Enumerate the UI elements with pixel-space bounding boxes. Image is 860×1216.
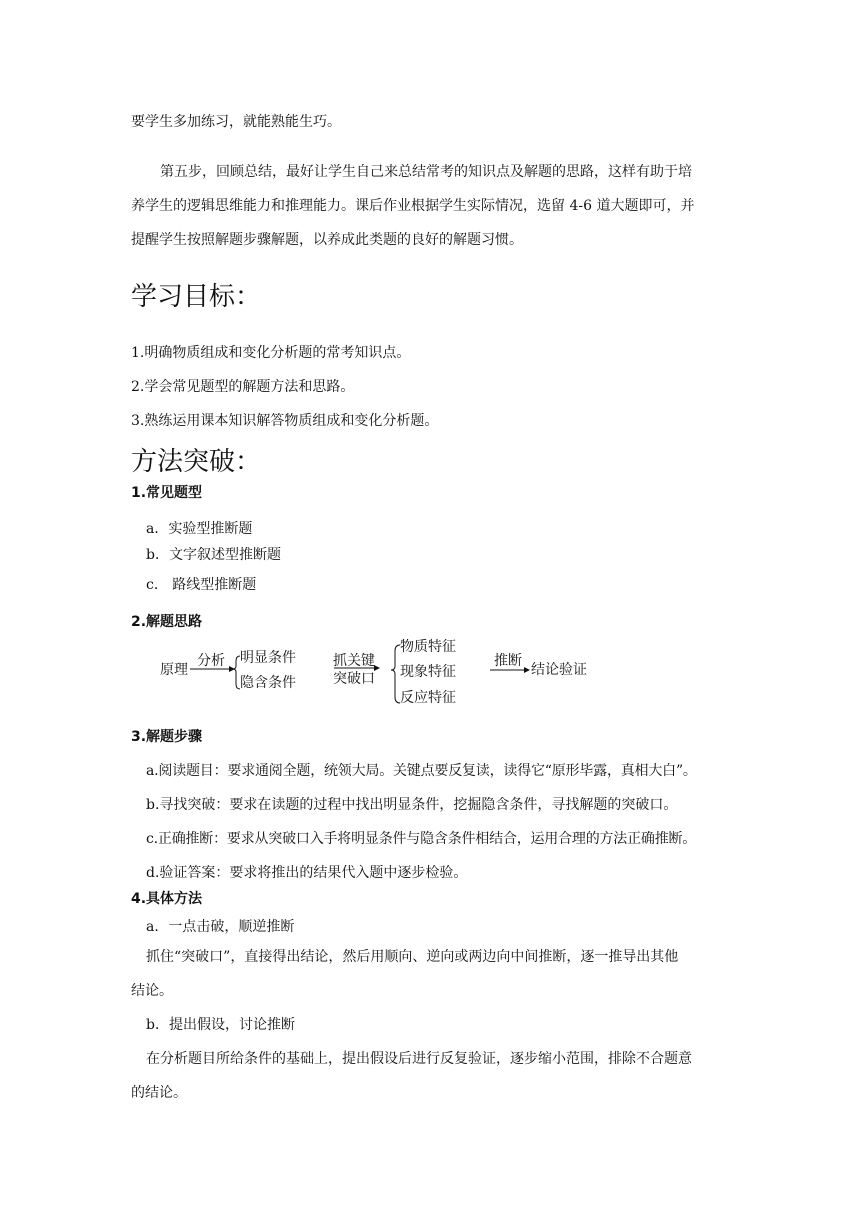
method-a-text-line-1: 抓住“突破口”，直接得出结论，然后用顺向、逆向或两边向中间推断，逐一推导出其他: [146, 949, 679, 965]
summary-paragraph-line-3: 提醒学生按照解题步骤解题，以养成此类题的良好的解题习惯。: [131, 232, 523, 248]
goal-item-1: 1.明确物质组成和变化分析题的常考知识点。: [131, 345, 411, 361]
method-b-title: b．提出假设，讨论推断: [146, 1017, 295, 1033]
learning-goals-heading: 学习目标：: [131, 282, 262, 312]
type-item-b: b．文字叙述型推断题: [146, 547, 281, 563]
step-item-d: d.验证答案：要求将推出的结果代入题中逐步检验。: [146, 865, 468, 881]
method-a-text-line-2: 结论。: [131, 983, 173, 999]
step-item-c: c.正确推断：要求从突破口入手将明显条件与隐含条件相结合，运用合理的方法正确推断。: [146, 831, 697, 847]
approach-title: 2.解题思路: [131, 614, 203, 630]
goal-item-2: 2.学会常见题型的解题方法和思路。: [131, 379, 355, 395]
specific-methods-title: 4.具体方法: [131, 891, 203, 907]
step-item-a: a.阅读题目：要求通阅全题，统领大局。关键点要反复读，读得它“原形毕露，真相大白”。: [146, 763, 697, 779]
method-b-text-line-1: 在分析题目所给条件的基础上，提出假设后进行反复验证，逐步缩小范围，排除不合题意: [146, 1051, 692, 1067]
method-b-text-line-2: 的结论。: [131, 1085, 187, 1101]
diagram-node-substance-feature: 物质特征: [400, 639, 456, 655]
method-a-title: a．一点击破，顺逆推断: [146, 919, 295, 935]
common-types-title: 1.常见题型: [131, 485, 203, 501]
diagram-node-conclusion: 结论验证: [531, 662, 587, 678]
diagram-node-hidden-condition: 隐含条件: [240, 675, 296, 691]
diagram-node-principle: 原理: [160, 662, 188, 678]
summary-paragraph-line-2: 养学生的逻辑思维能力和推理能力。课后作业根据学生实际情况，选留 4-6 道大题即可，并: [131, 198, 695, 214]
diagram-key-label-2: 突破口: [333, 671, 375, 687]
goal-item-3: 3.熟练运用课本知识解答物质组成和变化分析题。: [131, 413, 439, 429]
summary-paragraph-line-1: 第五步，回顾总结，最好让学生自己来总结常考的知识点及解题的思路，这样有助于培: [160, 164, 692, 180]
diagram-arrow-label-analyze: 分析: [197, 653, 225, 669]
diagram-node-obvious-condition: 明显条件: [240, 650, 296, 666]
steps-title: 3.解题步骤: [131, 729, 203, 745]
diagram-node-reaction-feature: 反应特征: [400, 690, 456, 706]
diagram-arrow-label-infer: 推断: [494, 653, 522, 669]
step-item-b: b.寻找突破：要求在读题的过程中找出明显条件，挖掘隐含条件，寻找解题的突破口。: [146, 797, 678, 813]
type-item-a: a．实验型推断题: [146, 521, 253, 537]
intro-line: 要学生多加练习，就能熟能生巧。: [131, 114, 341, 130]
diagram-node-phenomenon-feature: 现象特征: [400, 664, 456, 680]
type-item-c: c． 路线型推断题: [146, 577, 257, 593]
diagram-key-label-1: 抓关键: [333, 653, 375, 669]
methods-heading: 方法突破：: [131, 447, 262, 477]
